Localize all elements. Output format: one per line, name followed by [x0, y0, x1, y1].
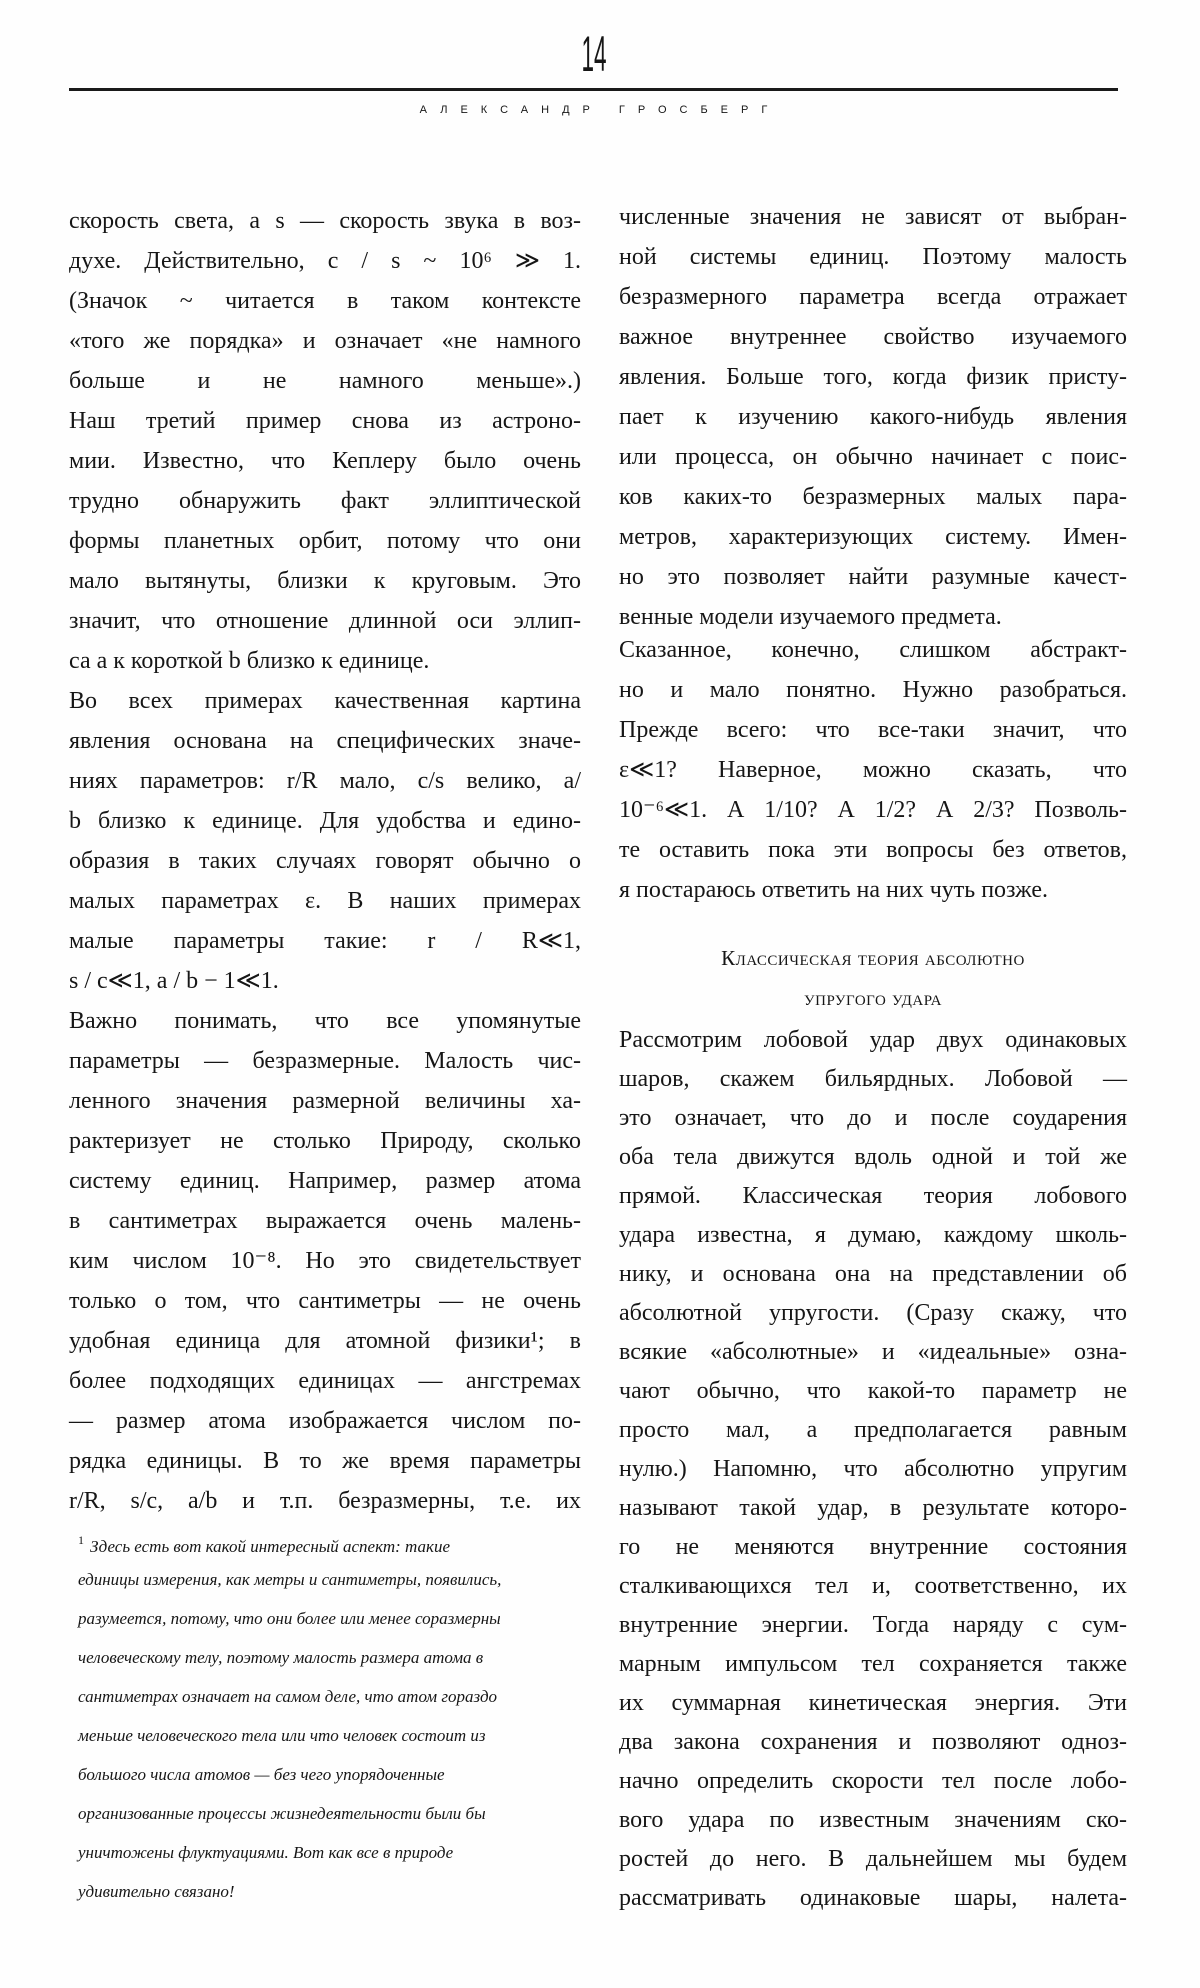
footnote-line: [78, 1638, 598, 1677]
text-line: больше и не намного меньше».): [69, 368, 581, 394]
text-line: шаров, скажем бильярдных. Лобовой —: [619, 1066, 1127, 1092]
text-line: безразмерного параметра всегда отражает: [619, 284, 1127, 310]
text-line: параметры — безразмерные. Малость чис-: [69, 1048, 581, 1074]
text-line: венные модели изучаемого предмета.: [619, 604, 1002, 630]
footnote-line: [78, 1521, 598, 1560]
text-line: важное внутреннее свойство изучаемого: [619, 324, 1127, 350]
page-number: 14: [581, 26, 607, 82]
text-line: Наш третий пример снова из астроно-: [69, 408, 581, 434]
footnote-line: [78, 1599, 598, 1638]
text-line: это означает, что до и после соударения: [619, 1105, 1127, 1131]
text-line: трудно обнаружить факт эллиптической: [69, 488, 581, 514]
footnote-line: [78, 1755, 598, 1794]
left-paragraph-2: [69, 401, 581, 681]
right-paragraph-1: [619, 197, 1127, 637]
text-line: (Значок ~ читается в таком контексте: [69, 288, 581, 314]
running-head-author: АЛЕКСАНДР ГРОСБЕРГ: [419, 104, 781, 116]
text-line: внутренние энергии. Тогда наряду с сум-: [619, 1612, 1127, 1638]
text-line: но это позволяет найти разумные качест-: [619, 564, 1127, 590]
text-line: прямой. Классическая теория лобового: [619, 1183, 1127, 1209]
text-line: чают обычно, что какой-то параметр не: [619, 1378, 1127, 1404]
text-line: явления. Больше того, когда физик присту-: [619, 364, 1127, 390]
text-line: нулю.) Напомню, что абсолютно упругим: [619, 1456, 1127, 1482]
footnote-text: организованные процессы жизнедеятельности были бы: [78, 1804, 486, 1823]
text-line: мало вытянуты, близки к круговым. Это: [69, 568, 581, 594]
text-line: пает к изучению какого-нибудь явления: [619, 404, 1127, 430]
text-line: удара известна, я думаю, каждому школь-: [619, 1222, 1127, 1248]
text-line: s / c≪1, a / b − 1≪1.: [69, 968, 279, 994]
text-line: просто мал, а предполагается равным: [619, 1417, 1127, 1443]
text-line: систему единиц. Например, размер атома: [69, 1168, 581, 1194]
text-line: ростей до него. В дальнейшем мы будем: [619, 1846, 1127, 1872]
text-line: b близко к единице. Для удобства и едино-: [69, 808, 581, 834]
text-line: го не меняются внутренние состояния: [619, 1534, 1127, 1560]
text-line: духе. Действительно, c / s ~ 10⁶ ≫ 1.: [69, 248, 581, 274]
text-line: я постараюсь ответить на них чуть позже.: [619, 877, 1049, 903]
text-line: Важно понимать, что все упомянутые: [69, 1008, 581, 1034]
text-line: мии. Известно, что Кеплеру было очень: [69, 448, 581, 474]
footnote-text: удивительно связано!: [78, 1882, 235, 1901]
text-line: ной системы единиц. Поэтому малость: [619, 244, 1127, 270]
text-line: абсолютной упругости. (Сразу скажу, что: [619, 1300, 1127, 1326]
text-line: нику, и основана она на представлении об: [619, 1261, 1127, 1287]
text-line: скорость света, а s — скорость звука в воз-: [69, 208, 581, 234]
text-line: вого удара по известным значениям ско-: [619, 1807, 1127, 1833]
text-line: 10⁻⁶≪1. А 1/10? А 1/2? А 2/3? Позволь-: [619, 797, 1127, 823]
text-line: ε≪1? Наверное, можно сказать, что: [619, 757, 1127, 783]
text-line: или процесса, он обычно начинает с поис-: [619, 444, 1127, 470]
text-line: рактеризует не столько Природу, сколько: [69, 1128, 581, 1154]
text-line: ким числом 10⁻⁸. Но это свидетельствует: [69, 1248, 581, 1274]
footnote-marker: 1: [78, 1533, 84, 1547]
text-line: метров, характеризующих систему. Имен-: [619, 524, 1127, 550]
text-line: явления основана на специфических значе-: [69, 728, 581, 754]
text-line: образия в таких случаях говорят обычно о: [69, 848, 581, 874]
footnote-text: разумеется, потому, что они более или менее соразмерны: [78, 1609, 501, 1628]
footnote-text: человеческому телу, поэтому малость размера атома в: [78, 1648, 484, 1667]
text-line: марным импульсом тел сохраняется также: [619, 1651, 1127, 1677]
right-paragraph-2: [619, 630, 1127, 910]
text-line: численные значения не зависят от выбран-: [619, 204, 1127, 230]
footnote-text: большого числа атомов — без чего упорядоченные: [78, 1765, 445, 1784]
text-line: их суммарная кинетическая энергия. Эти: [619, 1690, 1127, 1716]
footnote-line: [78, 1833, 598, 1872]
footnote-line: [78, 1716, 598, 1755]
text-line: Сказанное, конечно, слишком абстракт-: [619, 637, 1127, 663]
text-line: малых параметрах ε. В наших примерах: [69, 888, 581, 914]
footnote-line: [78, 1794, 598, 1833]
section-heading-line-2: упругого удара: [804, 986, 942, 1010]
text-line: «того же порядка» и означает «не намного: [69, 328, 581, 354]
text-line: сталкивающихся тел и, соответственно, их: [619, 1573, 1127, 1599]
footnote-line: [78, 1560, 598, 1599]
text-line: начно определить скорости тел после лобо-: [619, 1768, 1127, 1794]
left-paragraph-3: [69, 681, 581, 1001]
text-line: рассматривать одинаковые шары, налета-: [619, 1885, 1127, 1911]
text-line: значит, что отношение длинной оси эллип-: [69, 608, 581, 634]
text-line: но и мало понятно. Нужно разобраться.: [619, 677, 1127, 703]
text-line: ков каких-то безразмерных малых пара-: [619, 484, 1127, 510]
text-line: два закона сохранения и позволяют одноз-: [619, 1729, 1127, 1755]
text-line: всякие «абсолютные» и «идеальные» озна-: [619, 1339, 1127, 1365]
text-line: в сантиметрах выражается очень малень-: [69, 1208, 581, 1234]
text-line: ленного значения размерной величины ха-: [69, 1088, 581, 1114]
text-line: ниях параметров: r/R мало, c/s велико, a/: [69, 768, 581, 794]
text-line: рядка единицы. В то же время параметры: [69, 1448, 581, 1474]
text-line: са a к короткой b близко к единице.: [69, 648, 430, 674]
footnote: [78, 1521, 598, 1911]
text-line: оба тела движутся вдоль одной и той же: [619, 1144, 1127, 1170]
text-line: r/R, s/c, a/b и т.п. безразмерны, т.е. их: [69, 1488, 581, 1514]
text-line: Прежде всего: что все-таки значит, что: [619, 717, 1127, 743]
footnote-text: единицы измерения, как метры и сантиметры, появились,: [78, 1570, 502, 1589]
footnote-text: Здесь есть вот какой интересный аспект: такие: [90, 1537, 451, 1556]
text-line: малые параметры такие: r / R≪1,: [69, 928, 581, 954]
footnote-text: меньше человеческого тела или что человек состоит из: [78, 1726, 486, 1745]
text-line: только о том, что сантиметры — не очень: [69, 1288, 581, 1314]
text-line: — размер атома изображается числом по-: [69, 1408, 581, 1434]
footnote-text: уничтожены флуктуациями. Вот как все в природе: [78, 1843, 454, 1862]
text-line: формы планетных орбит, потому что они: [69, 528, 581, 554]
header-rule: [69, 88, 1118, 91]
text-line: Рассмотрим лобовой удар двух одинаковых: [619, 1027, 1127, 1053]
text-line: называют такой удар, в результате которо-: [619, 1495, 1127, 1521]
text-line: те оставить пока эти вопросы без ответов,: [619, 837, 1127, 863]
section-heading-line-1: Классическая теория абсолютно: [721, 946, 1025, 970]
footnote-line: [78, 1677, 598, 1716]
left-paragraph-4: [69, 1001, 581, 1521]
footnote-text: сантиметрах означает на самом деле, что атом гораздо: [78, 1687, 498, 1706]
right-paragraph-3: [619, 1021, 1127, 1918]
text-line: Во всех примерах качественная картина: [69, 688, 581, 714]
left-paragraph-1: [69, 201, 581, 401]
footnote-line: [78, 1872, 598, 1911]
text-line: более подходящих единицах — ангстремах: [69, 1368, 581, 1394]
text-line: удобная единица для атомной физики¹; в: [69, 1328, 581, 1354]
